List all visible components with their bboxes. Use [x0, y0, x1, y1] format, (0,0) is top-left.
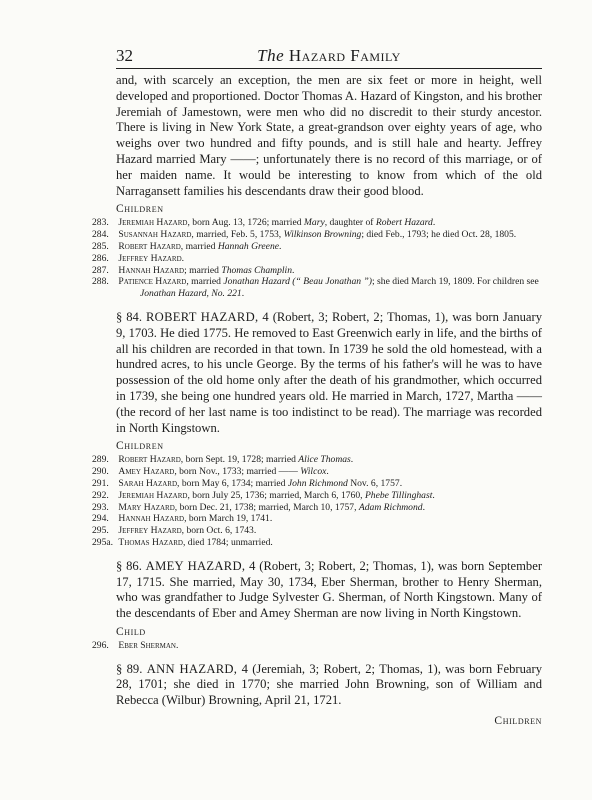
entry-text: , born Nov., 1733; married ——: [174, 466, 301, 478]
child-entry: 287. Hannah Hazard; married Thomas Champlin.: [92, 264, 295, 276]
section-86-name: AMEY HAZARD,: [145, 558, 246, 573]
entry-text: .: [181, 252, 185, 264]
section-86-text: 4 (Robert, 3; Robert, 2; Thomas, 1), was born September 17, 1715. She married, May 30, 1734, Eber Sherman, brother to Henry Sherman, who was grandfather to Judge Sylvester G. Sherman, of North Kingstown. Many of the descendants of Eber and Amey Sherman are now living in North Kingstown.: [116, 558, 543, 621]
header-rule: [116, 68, 542, 69]
entry-name: Amey Hazard: [118, 466, 175, 478]
page-body: [92, 73, 543, 728]
entry-name: Jeffrey Hazard: [118, 252, 182, 264]
entry-spouse: Robert Hazard: [375, 217, 433, 229]
child-entry: 286. Jeffrey Hazard.: [92, 252, 185, 264]
section-marker: § 89.: [116, 661, 143, 676]
children-label-continued: Children: [494, 715, 542, 728]
entry-name: Sarah Hazard: [118, 477, 178, 489]
entry-text: Nov. 6, 1757.: [347, 477, 403, 489]
entry-name: Hannah Hazard: [118, 264, 185, 276]
section-marker: § 86.: [116, 558, 142, 573]
children-list-robert: [92, 454, 542, 548]
section-84-text: 4 (Robert, 3; Robert, 2; Thomas, 1), was born January 9, 1703. He died 1775. He removed to East Greenwich early in life, and the births of all his children are recorded in that town. In 1739 he sold the old homestead, with a hundred acres, to his uncle George. By the terms of his father's will he was to have possession of the old home only after the death of his grandmother, which occurred in 1739, she being one hundred years old. He married in March, 1727, Martha —— (the record of her last name is too indistinct to be read). The marriage was recorded in North Kingstown.: [116, 309, 543, 435]
entry-text: ; died Feb., 1793; he died Oct. 28, 1805.: [361, 229, 517, 241]
running-header: [116, 44, 542, 66]
page-number: 32: [116, 46, 133, 65]
section-89-name: ANN HAZARD,: [146, 661, 238, 676]
entry-spouse: Thomas Champlin: [221, 264, 292, 276]
entry-text: , born Oct. 6, 1743.: [181, 525, 257, 537]
entry-spouse: Alice Thomas: [298, 454, 351, 466]
entry-name: Thomas Hazard: [118, 536, 183, 548]
entry-text: .: [422, 501, 425, 513]
child-label: Child: [116, 625, 146, 638]
entry-spouse: Adam Richmond: [358, 501, 423, 513]
entry-name: Robert Hazard: [118, 240, 181, 252]
section-84-paragraph: [116, 310, 542, 436]
entry-spouse: Wilcox: [300, 466, 327, 478]
entry-text: , married: [180, 240, 218, 252]
entry-text: .: [326, 466, 329, 478]
child-entry: 295a. Thomas Hazard, died 1784; unmarried.: [92, 536, 273, 548]
entry-name: Susannah Hazard: [118, 229, 192, 241]
entry-text: ; married: [184, 264, 222, 276]
entry-text: , married: [186, 276, 224, 288]
children-list-jeffrey: [92, 217, 542, 300]
entry-text: .: [279, 240, 282, 252]
entry-spouse: John Richmond: [287, 477, 348, 489]
entry-text: , born July 25, 1736; married, March 6, 1760,: [187, 489, 365, 501]
entry-name: Jeremiah Hazard: [118, 217, 188, 229]
running-title-the: The: [257, 46, 285, 65]
child-entry: 293. Mary Hazard, born Dec. 21, 1738; married, March 10, 1757, Adam Richmond.: [92, 501, 425, 513]
entry-text: , born Sept. 19, 1728; married: [180, 454, 299, 466]
entry-text: , born March 19, 1741.: [184, 513, 273, 525]
entry-name: Robert Hazard: [118, 454, 181, 466]
entry-name: Mary Hazard: [118, 501, 175, 513]
entry-name: Eber Sherman: [118, 639, 176, 651]
child-entry: 292. Jeremiah Hazard, born July 25, 1736; married, March 6, 1760, Phebe Tillinghast.: [92, 489, 435, 501]
entry-name: Jeremiah Hazard: [118, 489, 188, 501]
entry-text: , born May 6, 1734; married: [177, 477, 288, 489]
children-label: Children: [116, 440, 164, 453]
entry-spouse: Hannah Greene: [217, 240, 280, 252]
child-entry: 284. Susannah Hazard, married, Feb. 5, 1753, Wilkinson Browning; died Feb., 1793; he died Oct. 28, 1805.: [92, 229, 517, 241]
entry-text: .: [241, 288, 245, 300]
child-entry: 289. Robert Hazard, born Sept. 19, 1728; married Alice Thomas.: [92, 454, 354, 466]
entry-name: Jeffrey Hazard: [118, 525, 182, 537]
entry-text: .: [432, 217, 436, 229]
entry-spouse: Phebe Tillinghast: [364, 489, 433, 501]
entry-spouse: Jonathan Hazard, No. 221: [140, 288, 242, 300]
child-entry: 296. Eber Sherman.: [92, 639, 179, 651]
entry-text: , born Dec. 21, 1738; married, March 10, 1757,: [174, 501, 359, 513]
entry-name: Hannah Hazard: [118, 513, 185, 525]
intro-paragraph: and, with scarcely an exception, the men are six feet or more in height, well developed and proportioned. Doctor Thomas A. Hazard of Kingston, and his brother Jeremiah of Jamestown, were men who did no discredit to their sturdy ancestor. There is living in New York State, a great-grandson over eighty years of age, who weighs over two hundred and fifty pounds, and is still hale and hearty. Jeffrey Hazard married Mary ——; unfortunately there is no record of this marriage, or of her maiden name. It would be interesting to know from which of the old Narragansett families his descendants draw their good blood.: [116, 73, 542, 198]
entry-text: .: [175, 639, 179, 651]
running-title: [116, 46, 542, 66]
entry-text: .: [432, 489, 435, 501]
entry-text: ; she died March 19, 1809. For children see: [371, 276, 539, 288]
entry-text: .: [292, 264, 295, 276]
entry-text: , married, Feb. 5, 1753,: [191, 229, 284, 241]
child-entry: 283. Jeremiah Hazard, born Aug. 13, 1726; married Mary, daughter of Robert Hazard.: [92, 217, 436, 229]
entry-spouse: Wilkinson Browning: [283, 229, 362, 241]
entry-text: .: [350, 454, 354, 466]
entry-text: , died 1784; unmarried.: [183, 536, 273, 548]
section-89-paragraph: [116, 662, 542, 709]
child-entry: 285. Robert Hazard, married Hannah Greene.: [92, 240, 282, 252]
child-entry: 291. Sarah Hazard, born May 6, 1734; married John Richmond Nov. 6, 1757.: [92, 477, 403, 489]
running-title-family: Hazard Family: [288, 46, 401, 65]
children-label: Children: [116, 203, 164, 216]
section-84-name: ROBERT HAZARD,: [145, 309, 259, 324]
entry-text: , born Aug. 13, 1726; married: [187, 217, 304, 229]
child-entry: 295. Jeffrey Hazard, born Oct. 6, 1743.: [92, 525, 257, 537]
entry-spouse: Jonathan Hazard (“ Beau Jonathan ”): [223, 276, 372, 288]
section-86-paragraph: [116, 559, 542, 622]
section-89-text: 4 (Jeremiah, 3; Robert, 2; Thomas, 1), was born February 28, 1701; she died in 1770; she married John Browning, son of William and Rebecca (Wilbur) Browning, April 21, 1721.: [116, 661, 542, 708]
children-list-amey: [92, 639, 542, 652]
child-entry: 288. Patience Hazard, married Jonathan Hazard (“ Beau Jonathan ”); she died March 19, 1809. For children see Jonathan Hazard, No. 221.: [92, 276, 539, 300]
section-marker: § 84.: [116, 309, 143, 324]
entry-spouse: Mary: [303, 217, 325, 229]
entry-text: , daughter of: [324, 217, 376, 229]
child-entry: 294. Hannah Hazard, born March 19, 1741.: [92, 513, 273, 525]
child-entry: 290. Amey Hazard, born Nov., 1733; married —— Wilcox.: [92, 466, 329, 478]
entry-name: Patience Hazard: [118, 276, 187, 288]
